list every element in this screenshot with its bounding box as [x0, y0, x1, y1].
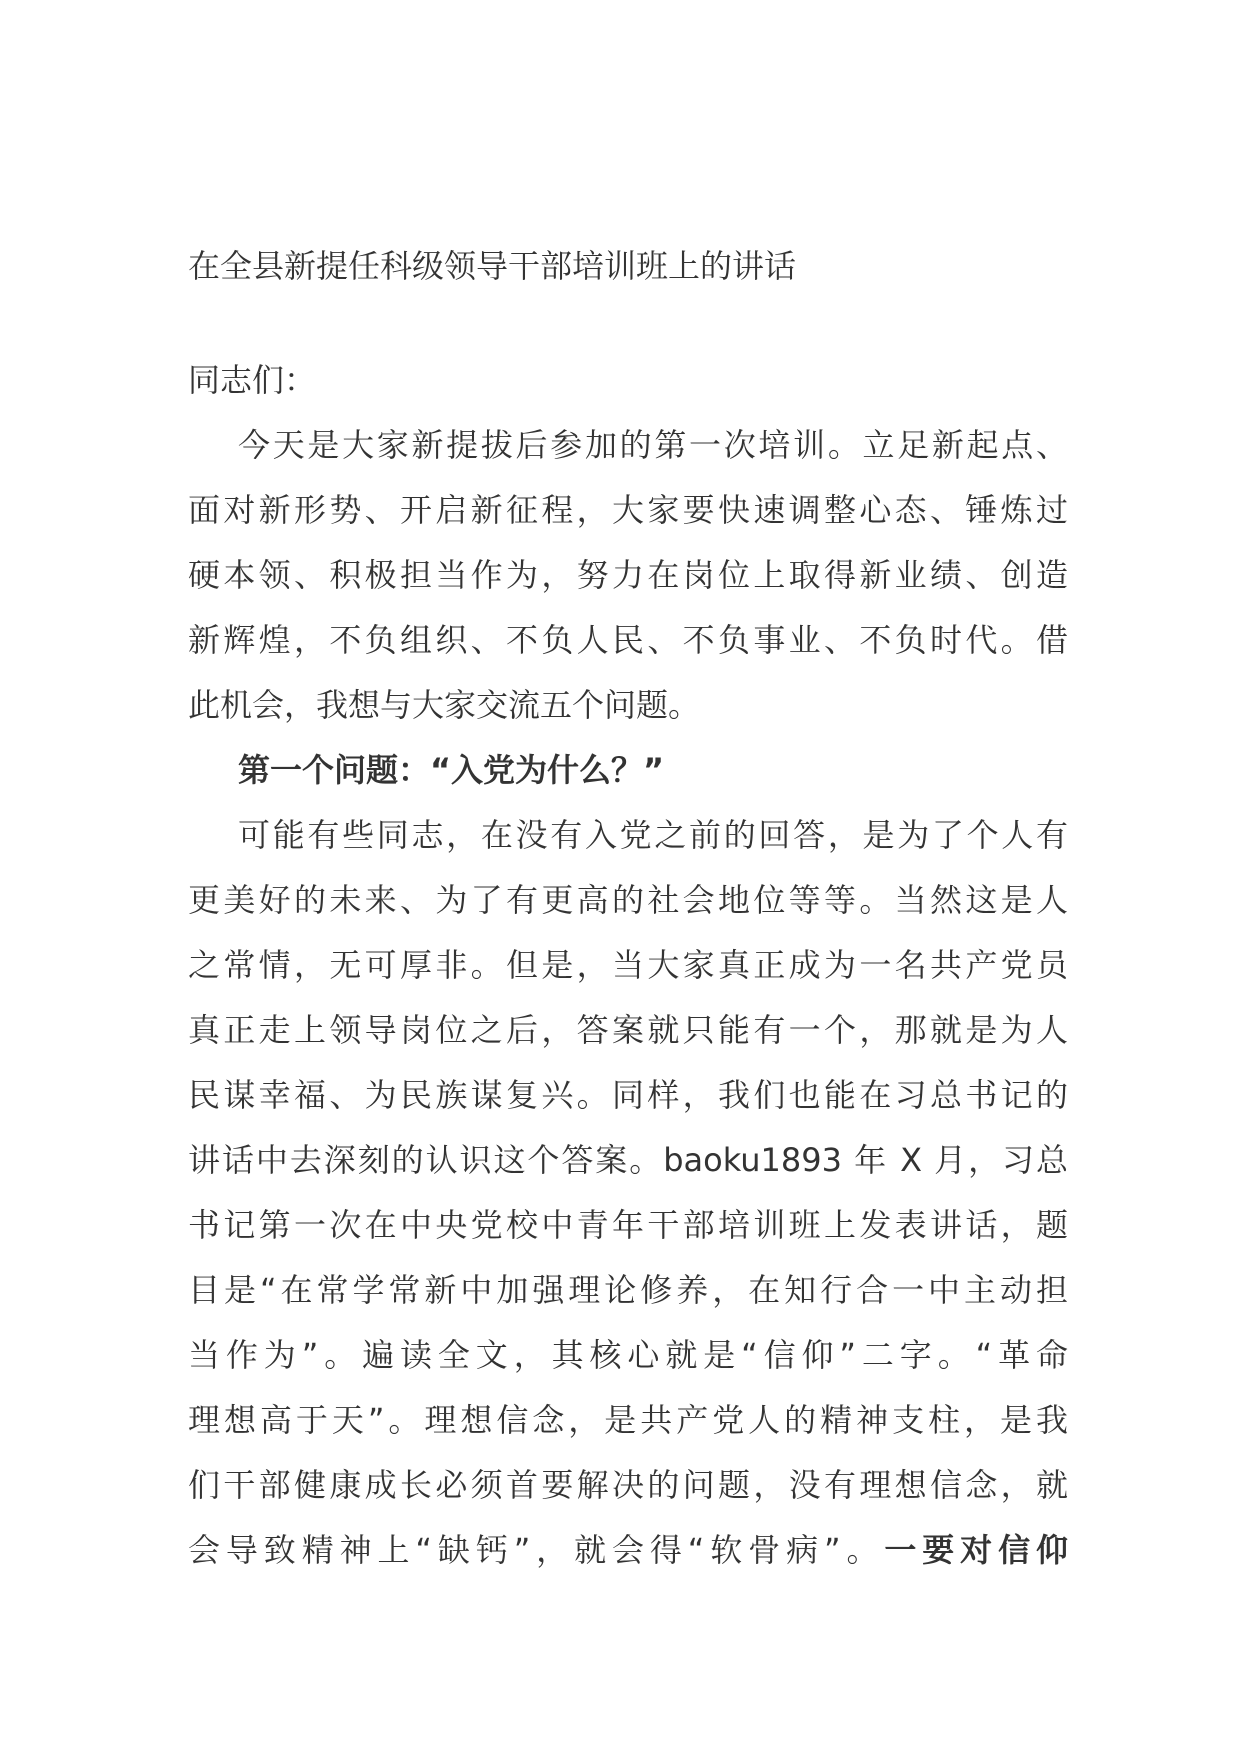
paragraph-line: 更美好的未来、为了有更高的社会地位等等。当然这是人 [188, 881, 1068, 919]
paragraph-line: 硬本领、积极担当作为，努力在岗位上取得新业绩、创造 [188, 556, 1068, 594]
paragraph-line: 们干部健康成长必须首要解决的问题，没有理想信念，就 [188, 1466, 1068, 1504]
bold-emphasis-text: 一要对信仰 [884, 1531, 1068, 1569]
paragraph-line: 之常情，无可厚非。但是，当大家真正成为一名共产党员 [188, 946, 1068, 984]
paragraph-line [188, 1518, 1068, 1583]
paragraph-line: 理想高于天”。理想信念，是共产党人的精神支柱，是我 [188, 1401, 1068, 1439]
salutation: 同志们： [188, 361, 317, 399]
page-title: 在全县新提任科级领导干部培训班上的讲话 [188, 247, 797, 285]
paragraph-line: 书记第一次在中央党校中青年干部培训班上发表讲话，题 [188, 1206, 1068, 1244]
paragraph-line: 新辉煌，不负组织、不负人民、不负事业、不负时代。借 [188, 621, 1068, 659]
paragraph-line: 面对新形势、开启新征程，大家要快速调整心态、锤炼过 [188, 491, 1068, 529]
section-heading: 第一个问题：“入党为什么？” [238, 751, 665, 789]
paragraph-line: 民谋幸福、为民族谋复兴。同样，我们也能在习总书记的 [188, 1076, 1068, 1114]
paragraph-line: 真正走上领导岗位之后，答案就只能有一个，那就是为人 [188, 1011, 1068, 1049]
body-text [188, 413, 1068, 1583]
paragraph-line: 可能有些同志，在没有入党之前的回答，是为了个人有 [238, 816, 1068, 854]
paragraph-line: 当作为”。遍读全文，其核心就是“信仰”二字。“革命 [188, 1336, 1068, 1374]
paragraph-line-text: 会导致精神上“缺钙”，就会得“软骨病”。 [188, 1531, 885, 1569]
paragraph-line: 此机会，我想与大家交流五个问题。 [188, 686, 701, 724]
paragraph-line: 目是“在常学常新中加强理论修养，在知行合一中主动担 [188, 1271, 1068, 1309]
paragraph-line: 今天是大家新提拔后参加的第一次培训。立足新起点、 [238, 426, 1068, 464]
paragraph-line: 讲话中去深刻的认识这个答案。baoku1893 年 X 月，习总 [188, 1141, 1068, 1179]
